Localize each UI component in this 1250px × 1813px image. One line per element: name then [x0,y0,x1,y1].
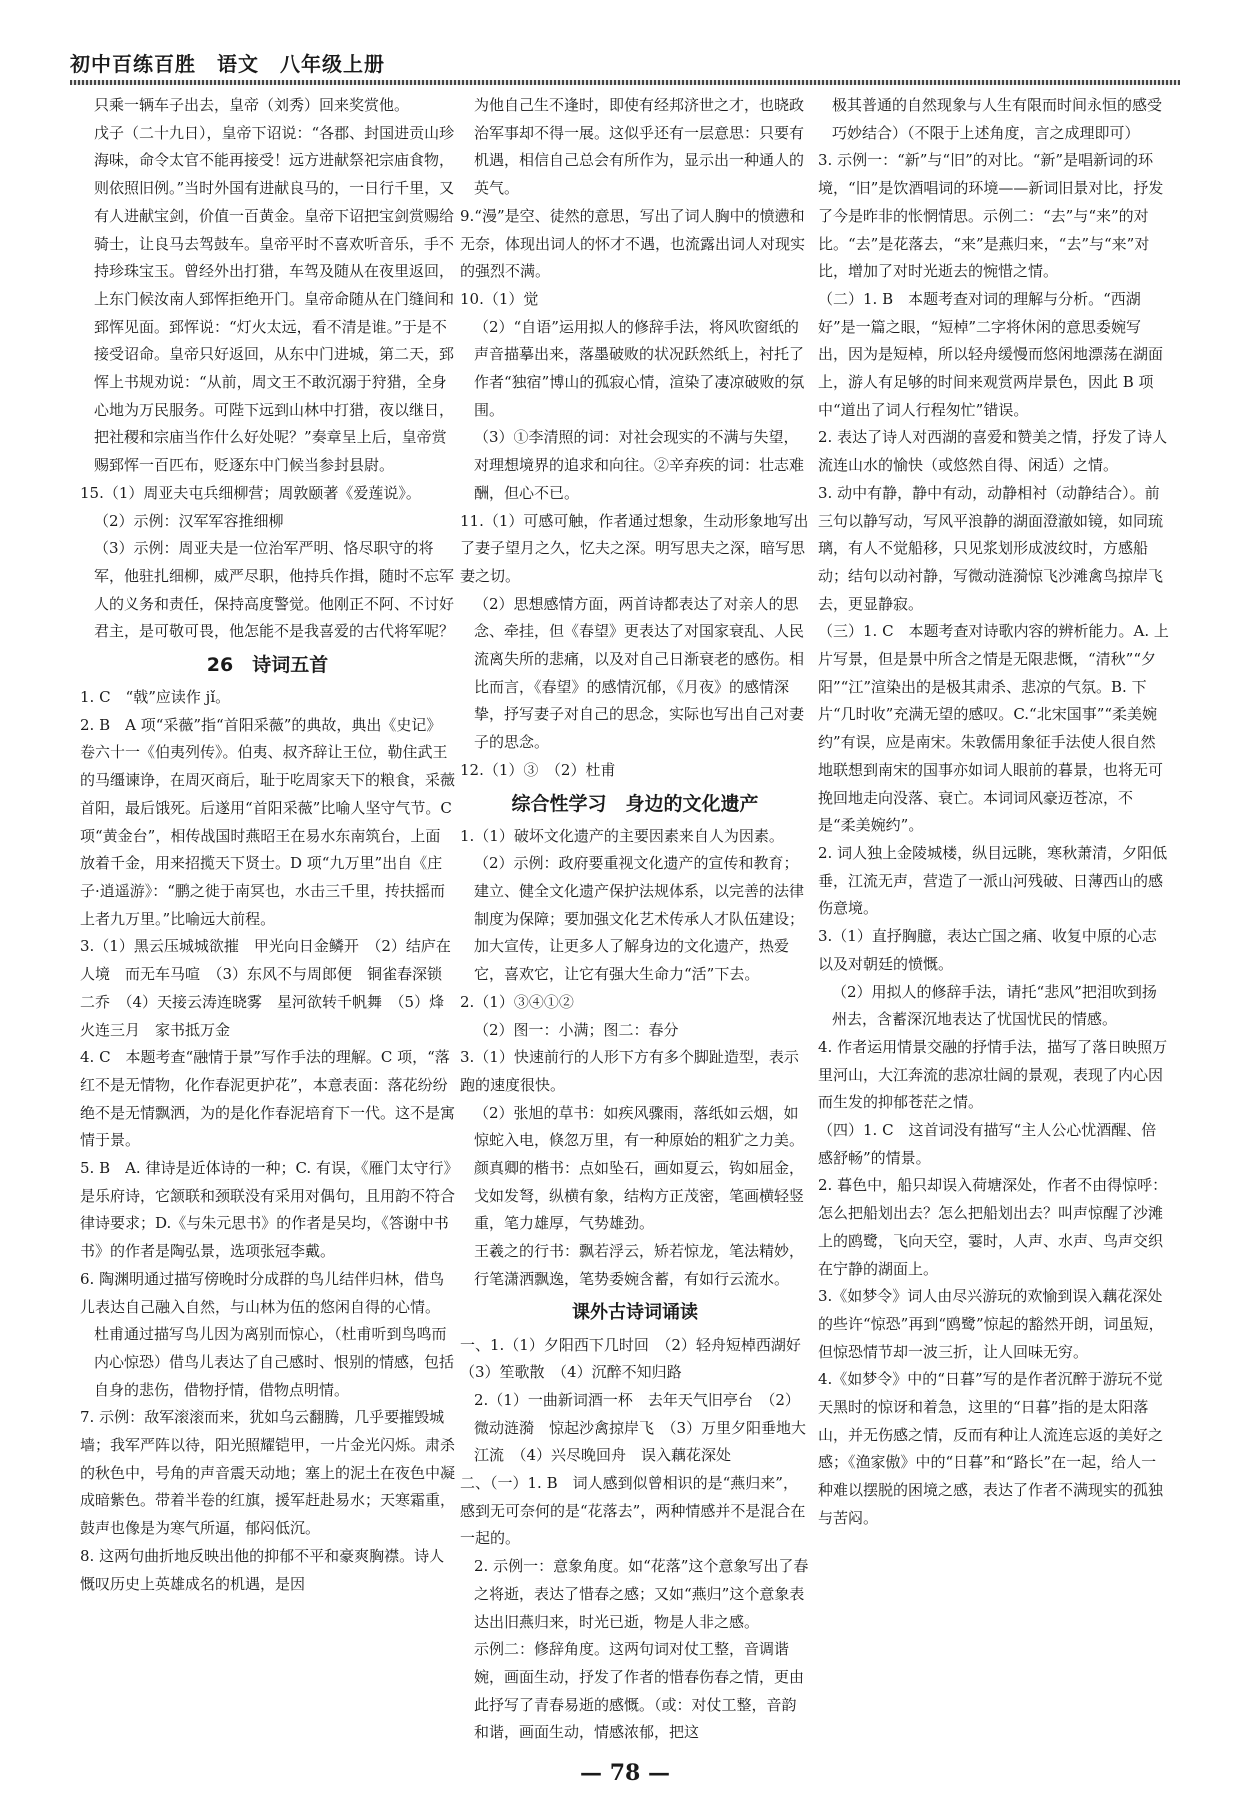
answer-g4: 4.《如梦令》中的“日暮”写的是作者沉醉于游玩不觉天黑时的惊讶和着急，这里的“日暮”指的是太阳落山，并无伤感之情，反而有种让人流连忘返的美好之感；《渔家傲》中的“日暮”和“路长”在一起，给人一种难以摆脱的困境之感，表达了作者不满现实的孤独与苦闷。 [818,1370,1164,1527]
answer-e2: 2. 表达了诗人对西湖的喜爱和赞美之情，抒发了诗人流连山水的愉快（或悠然自得、闲适）之情。 [818,428,1168,475]
page-number: — 78 — [580,1760,670,1786]
answer-7: 7. 示例：敌军滚滚而来，犹如乌云翻腾，几乎要摧毁城墙；我军严阵以待，阳光照耀铠甲，一片金光闪烁。肃杀的秋色中，号角的声音震天动地；塞上的泥土在夜色中凝成暗紫色。带着半卷的红旗，援军赶赴易水；天寒霜重，鼓声也像是为寒气所逼，郁闷低沉。 [80,1408,456,1538]
culture-answer-3-3: 颜真卿的楷书：点如坠石，画如夏云，钩如屈金，戈如发弩，纵横有象，结构方正茂密，笔画横轻竖重，笔力雄厚，气势雄劲。 [474,1159,805,1233]
answer-g3: 3.《如梦令》词人由尽兴游玩的欢愉到误入藕花深处的些许“惊恐”再到“鸥鹭”惊起的豁然开朗，词虽短，但惊恐情节却一波三折，让人回味无穷。 [818,1287,1164,1361]
column-left [80,92,455,1757]
answer-f1: （三）1. C 本题考查对诗歌内容的辨析能力。A. 上片写景，但是景中所含之情是无限悲慨，“清秋”“夕阳”“江”渲染出的是极其肃杀、悲凉的气氛。B. 下片“几时收”充满无望的感叹。C.“北宋国事”“柔美婉约”有误，应是南宋。朱敦儒用象征手法使人很自然地联想到南宋的国事亦如词人眼前的暮景，也将无可挽回地走向没落、衰亡。本词词风豪迈苍凉，不是“柔美婉约”。 [818,622,1169,835]
answer-e1: （二）1. B 本题考查对词的理解与分析。“西湖好”是一篇之眼，“短棹”二字将休闲的意思委婉写出，因为是短棹，所以轻舟缓慢而悠闲地漂荡在湖面上，游人有足够的时间来观赏两岸景色，因此 B 项中“道出了词人行程匆忙”错误。 [818,289,1164,419]
extra-answer-2: 2.（1）一曲新词酒一杯 去年天气旧亭台 （2）微动涟漪 惊起沙禽掠岸飞 （3）万里夕阳垂地大江流 （4）兴尽晚回舟 误入藕花深处 [474,1390,807,1465]
culture-answer-3-4: 王羲之的行书：飘若浮云，矫若惊龙，笔法精妙，行笔潇洒飘逸，笔势委婉含蓄，有如行云流水。 [474,1242,805,1288]
answer-f3: 3.（1）直抒胸臆，表达亡国之痛、收复中原的心志以及对朝廷的愤慨。 [818,927,1157,973]
answer-4: 4. C 本题考查“融情于景”写作手法的理解。C 项，“落红不是无情物，化作春泥更护花”，本意表面：落花纷纷绝不是无情飘洒，为的是化作春泥培育下一代。这不是寓情于景。 [80,1048,456,1150]
answer-e3: 3. 动中有静，静中有动，动静相衬（动静结合）。前三句以静写动，写风平浪静的湖面澄澈如镜，如同琉璃，有人不觉船移，只见浆划形成波纹时，方感船动；结句以动衬静，写微动涟漪惊飞沙滩禽鸟掠岸飞去，更显静寂。 [818,483,1164,613]
answer-15-3: （3）示例：周亚夫是一位治军严明、恪尽职守的将军，他驻扎细柳，威严尽职，他持兵作揖，随时不忘军人的义务和责任，保持高度警觉。他刚正不阿、不讨好君主，是可敬可畏，他怎能不是我喜爱的古代将军呢？ [94,539,455,641]
answer-g2: 2. 暮色中，船只却误入荷塘深处，作者不由得惊呼：怎么把船划出去？怎么把船划出去？叫声惊醒了沙滩上的鸥鹭，飞向天空，霎时，人声、水声、鸟声交织在宁静的湖面上。 [818,1176,1168,1278]
answer-11-2: （2）思想感情方面，两首诗都表达了对亲人的思念、牵挂，但《春望》更表达了对国家衰乱、人民流离失所的悲痛，以及对自己日渐衰老的感伤。相比而言，《春望》的感情沉郁，《月夜》的感情深挚，抒写妻子对自己的思念，实际也写出自己对妻子的思念。 [474,594,805,752]
answer-6: 6. 陶渊明通过描写傍晚时分成群的鸟儿结伴归林，借鸟儿表达自己融入自然，与山林为伍的悠闲自得的心情。 [80,1269,445,1316]
answer-10: 10.（1）觉 [460,289,539,308]
answer-15-2: （2）示例：汉军军容推细柳 [94,511,284,530]
answer-f2: 2. 词人独上金陵城楼，纵目远眺，寒秋萧清，夕阳低垂，江流无声，营造了一派山河残破、日薄西山的感伤意境。 [818,843,1168,918]
answer-15: 15.（1）周亚夫屯兵细柳营；周敦颐著《爱莲说》。 [80,483,421,502]
answer-3: 3.（1）黑云压城城欲摧 甲光向日金鳞开 （2）结庐在人境 而无车马喧 （3）东风不与周郎便 铜雀春深锁二乔 （4）天接云涛连晓雾 星河欲转千帆舞 （5）烽火连三月 家书抵万金 [80,937,451,1039]
answer-f3-2: （2）用拟人的修辞手法，请托“悲风”把泪吹到扬州去，含蓄深沉地表达了忧国忧民的情感。 [832,982,1157,1029]
answer-f4: 4. 作者运用情景交融的抒情手法，描写了落日映照万里河山，大江奔流的悲凉壮阔的景观，表现了内心因而生发的抑郁苍茫之情。 [818,1037,1168,1112]
page-header [70,48,1180,76]
section-title-extra: 课外古诗词诵读 [572,1301,698,1323]
answer-1: 1. C “戟”应读作 jǐ。 [80,688,231,707]
answer-5: 5. B A. 律诗是近体诗的一种；C. 有误，《雁门太守行》是乐府诗，它颔联和颈联没有采用对偶句，且用韵不符合律诗要求；D.《与朱元思书》的作者是吴均，《答谢中书书》的作者是陶弘景，选项张冠李戴。 [80,1159,456,1261]
culture-answer-3-2: （2）张旭的草书：如疾风骤雨，落纸如云烟，如惊蛇入电，倏忽万里，有一种原始的粗犷之力美。 [474,1103,805,1150]
culture-answer-1: 1.（1）破坏文化遗产的主要因素来自人为因素。 [460,826,784,845]
answer-12: 12.（1）③ （2）杜甫 [460,760,616,779]
culture-answer-1-2: （2）示例：政府要重视文化遗产的宣传和教育；建立、健全文化遗产保护法规体系，以完善的法律制度为保障；要加强文化艺术传承人才队伍建设；加大宣传，让更多人了解身边的文化遗产，热爱它，喜欢它，让它有强大生命力“活”下去。 [474,854,805,984]
answer-10-3: （3）①李清照的词：对社会现实的不满与失望，对理想境界的追求和向往。②辛弃疾的词：壮志难酬，但心不已。 [474,428,805,502]
answer-d3: 3. 示例一：“新”与“旧”的对比。“新”是唱新词的环境，“旧”是饮酒唱词的环境——新词旧景对比，抒发了今是昨非的怅惘情思。示例二：“去”与“来”的对比。“去”是花落去，“来”是燕归来，“去”与“来”对比，增加了对时光逝去的惋惜之情。 [818,151,1164,281]
extra-answer-3: 二、（一）1. B 词人感到似曾相识的是“燕归来”，感到无可奈何的是“花落去”，两种情感并不是混合在一起的。 [460,1474,806,1548]
book-title: 初中百练百胜 语文 八年级上册 [70,52,385,76]
paragraph: 为他自己生不逢时，即使有经邦济世之才，也晓政治军事却不得一展。这似乎还有一层意思：只要有机遇，相信自己总会有所作为，显示出一种通人的英气。 [474,96,805,198]
section-title-26: 26 诗词五首 [206,654,329,677]
answer-g1: （四）1. C 这首词没有描写“主人公心忧酒醒、倍感舒畅”的情景。 [818,1121,1157,1167]
extra-answer-1: 一、1.（1）夕阳西下几时回 （2）轻舟短棹西湖好 （3）笙歌散 （4）沉醉不知归路 [460,1335,816,1382]
answer-10-2: （2）“自语”运用拟人的修辞手法，将风吹窗纸的声音描摹出来，落墨破败的状况跃然纸上，衬托了作者“独宿”博山的孤寂心情，渲染了凄凉破败的氛围。 [474,317,805,419]
culture-answer-2-2: （2）图一：小满；图二：春分 [474,1020,679,1039]
paragraph: 极其普通的自然现象与人生有限而时间永恒的感受巧妙结合）（不限于上述角度，言之成理即可） [832,96,1163,142]
paragraph: 戊子（二十九日），皇帝下诏说：“各郡、封国进贡山珍海味，命令太官不能再接受！远方进献祭祀宗庙食物，则依照旧例。”当时外国有进献良马的，一日行千里，又有人进献宝剑，价值一百黄金。皇帝下诏把宝剑赏赐给骑士，让良马去驾鼓车。皇帝平时不喜欢听音乐，手不持珍珠宝玉。曾经外出打猎，车驾及随从在夜里返回，上东门候汝南人郅恽拒绝开门。皇帝命随从在门缝间和郅恽见面。郅恽说：“灯火太远，看不清是谁。”于是不接受诏命。皇帝只好返回，从东中门进城，第二天，郅恽上书规劝说：“从前，周文王不敢沉溺于狩猎，全身心地为万民服务。可陛下远到山林中打猎，夜以继日，把社稷和宗庙当作什么好处呢？”奏章呈上后，皇帝赏赐郅恽一百匹布，贬逐东中门候当参封县尉。 [94,123,455,475]
culture-answer-2: 2.（1）③④①② [460,992,574,1011]
column-middle [460,92,816,1757]
answer-8: 8. 这两句曲折地反映出他的抑郁不平和豪爽胸襟。诗人慨叹历史上英雄成名的机遇，是因 [80,1546,445,1593]
answer-11: 11.（1）可感可触，作者通过想象，生动形象地写出了妻子望月之久，忆夫之深。明写思夫之深，暗写思妻之切。 [460,511,809,585]
column-right [818,92,1170,1757]
culture-answer-3: 3.（1）快速前行的人形下方有多个脚趾造型，表示跑的速度很快。 [460,1048,799,1094]
extra-answer-4: 2. 示例一：意象角度。如“花落”这个意象写出了春之将逝，表达了惜春之感；又如“燕归”这个意象表达出旧燕归来，时光已逝，物是人非之感。 [474,1557,809,1631]
answer-2: 2. B A 项“采薇”指“首阳采薇”的典故，典出《史记》卷六十一《伯夷列传》。伯夷、叔齐辞让王位，勒住武王的马缰谏诤，在周灭商后，耻于吃周家天下的粮食，采薇首阳，最后饿死。后遂用“首阳采薇”比喻人坚守气节。C 项“黄金台”，相传战国时燕昭王在易水东南筑台，上面放着千金，用来招揽天下贤士。D 项“九万里”出自《庄子·逍遥游》：“鹏之徙于南冥也，水击三千里，抟扶摇而上者九万里。”比喻远大前程。 [80,715,456,928]
answer-9: 9.“漫”是空、徒然的意思，写出了词人胸中的愤懑和无奈，体现出词人的怀才不遇，也流露出词人对现实的强烈不满。 [460,206,806,281]
section-title-culture: 综合性学习 身边的文化遗产 [511,792,759,815]
header-rule [70,80,1180,85]
extra-answer-5: 示例二：修辞角度。这两句词对仗工整，音调谐婉，画面生动，抒发了作者的惜春伤春之情，更由此抒写了青春易逝的感慨。（或：对仗工整，音韵和谐，画面生动，情感浓郁，把这 [474,1640,805,1742]
answer-6-b: 杜甫通过描写鸟儿因为离别而惊心，（杜甫听到鸟鸣而内心惊恐）借鸟儿表达了自己感时、恨别的情感，包括自身的悲伤，借物抒情，借物点明情。 [94,1325,455,1399]
paragraph: 只乘一辆车子出去，皇帝（刘秀）回来奖赏他。 [94,96,410,114]
